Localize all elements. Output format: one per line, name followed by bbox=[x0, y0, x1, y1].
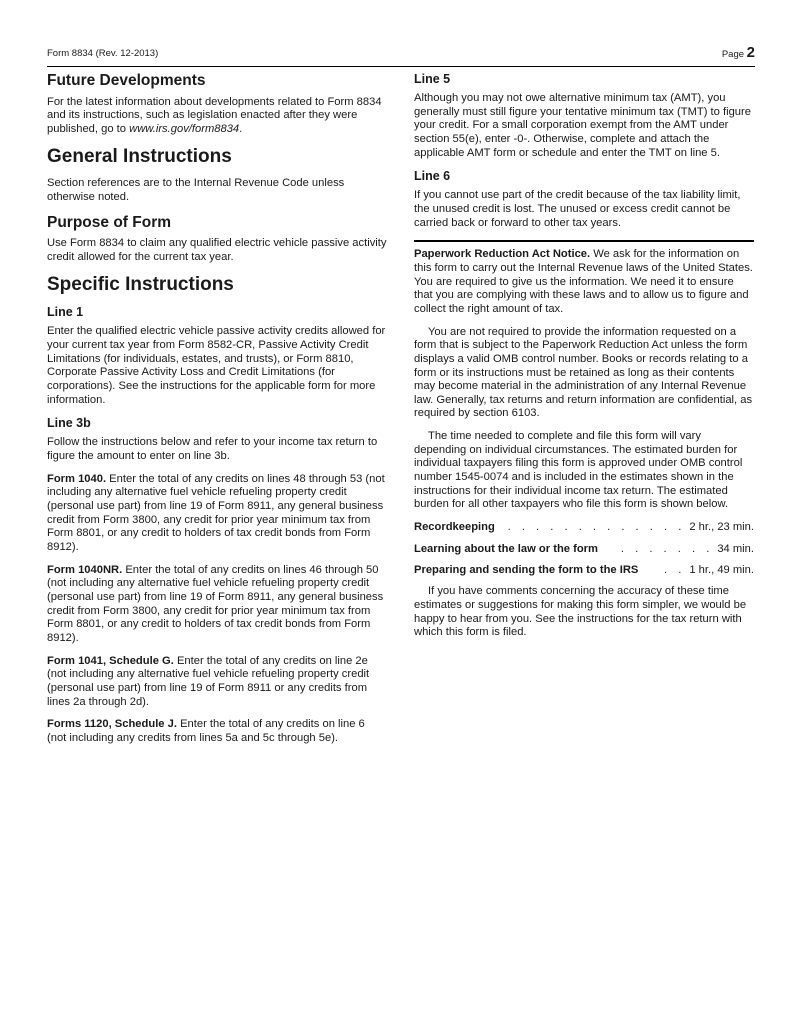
line1-heading: Line 1 bbox=[47, 305, 84, 320]
purpose-text: Use Form 8834 to claim any qualified electric vehicle passive activity credit allowed for the current tax year. bbox=[47, 237, 387, 263]
page-label: Page bbox=[721, 49, 745, 60]
line3b-heading: Line 3b bbox=[47, 416, 91, 431]
line1-text: Enter the qualified electric vehicle passive activity credits allowed for your current tax year from Form 8582-CR, Passive Activity Credit Limitations (for individuals, estates, and trusts), or Form 8810, Corporate Passive Activity Loss and Credit Limitations (for corporations). See the instructions for the applicable form for more information. bbox=[47, 325, 386, 406]
form1040nr-paragraph: Form 1040NR. Enter the total of any credits on lines 46 through 50 (not including any alternative fuel vehicle refueling property credit (personal use part) from line 19 of Form 8911, any general business credit from Form 3800, any credit for prior year minimum tax from Form 8801, or any credit to holders of tax credit bonds from Form 8912). bbox=[47, 563, 384, 644]
omb-paragraph: You are not required to provide the information requested on a form that is subject to the Paperwork Reduction Act unless the form displays a valid OMB control number. Books or records relating to a form or its instructions must be retained as long as their contents may become material in the administration of any Internal Revenue law. Generally, tax returns and return information are confidential, as required by section 6103. bbox=[414, 325, 753, 420]
line5-text: Although you may not owe alternative minimum tax (AMT), you generally must still figure your tentative minimum tax (TMT) to figure your credit. For a small corporation exempt from the AMT under section 55(e), enter -0-. Otherwise, complete and attach the applicable AMT form or schedule and enter the TMT on line 5. bbox=[414, 92, 751, 159]
right-column bbox=[414, 72, 754, 649]
irs-url-link[interactable]: www.irs.gov/form8834 bbox=[129, 122, 240, 135]
general-instructions-text: Section references are to the Internal Revenue Code unless otherwise noted. bbox=[47, 177, 345, 204]
page-number bbox=[722, 44, 755, 61]
burden-row-learning: Learning about the law or the form . . . . . . . 34 min. bbox=[414, 542, 754, 555]
future-developments-text: For the latest information about developments related to Form 8834 and its instructions, such as legislation enacted after they were published, go to www.irs.gov/form8834. bbox=[47, 95, 382, 135]
purpose-heading: Purpose of Form bbox=[47, 213, 172, 231]
comments-paragraph: If you have comments concerning the accuracy of these time estimates or suggestions for making this form simpler, we would be happy to hear from you. See the instructions for the tax return with which this form is filed. bbox=[414, 585, 747, 639]
specific-instructions-heading: Specific Instructions bbox=[47, 273, 234, 295]
burden-row-preparing: Preparing and sending the form to the IRS . . 1 hr., 49 min. bbox=[414, 563, 754, 576]
general-instructions-heading: General Instructions bbox=[47, 145, 232, 167]
line6-heading: Line 6 bbox=[414, 169, 451, 184]
left-column bbox=[47, 72, 387, 755]
line3b-text: Follow the instructions below and refer to your income tax return to figure the amount to enter on line 3b. bbox=[47, 436, 378, 463]
page-number-value: 2 bbox=[746, 44, 755, 61]
burden-row-recordkeeping: Recordkeeping . . . . . . . . . . . . . 2 hr., 23 min. bbox=[414, 521, 754, 534]
section-divider bbox=[414, 240, 754, 242]
future-developments-heading: Future Developments bbox=[47, 72, 206, 89]
form1041-paragraph: Form 1041, Schedule G. Enter the total of any credits on line 2e (not including any alternative fuel vehicle refueling property credit (personal use part) from line 19 of Form 8911 or any credits from lines 2a through 2d). bbox=[47, 654, 370, 708]
burden-paragraph: The time needed to complete and file this form will vary depending on individual circumstances. The estimated burden for individual taxpayers filing this form is approved under OMB control number 1545-0074 and is included in the estimates shown in the instructions for their individual income tax return. The estimated burden for all other taxpayers who file this form is shown below. bbox=[414, 430, 743, 511]
form-id: Form 8834 (Rev. 12-2013) bbox=[47, 48, 159, 59]
line6-text: If you cannot use part of the credit because of the tax liability limit, the unused credit is lost. The unused or excess credit cannot be carried back or forward to other tax years. bbox=[414, 189, 741, 229]
line5-heading: Line 5 bbox=[414, 72, 451, 86]
page-header bbox=[47, 44, 755, 67]
form1040-paragraph: Form 1040. Enter the total of any credits on lines 48 through 53 (not including any alternative fuel vehicle refueling property credit (personal use part) from line 19 of Form 8911, any general business credit from Form 3800, any credit for prior year minimum tax from Form 8801, or any credit to holders of tax credit bonds from Form 8912). bbox=[47, 472, 385, 553]
form1120-paragraph: Forms 1120, Schedule J. Enter the total of any credits on line 6 (not including any credits from lines 5a and 5c through 5e). bbox=[47, 718, 365, 744]
paperwork-notice: Paperwork Reduction Act Notice. We ask for the information on this form to carry out the Internal Revenue laws of the United States. You are required to give us the information. We need it to ensure that you are complying with these laws and to allow us to figure and collect the right amount of tax. bbox=[414, 248, 753, 315]
